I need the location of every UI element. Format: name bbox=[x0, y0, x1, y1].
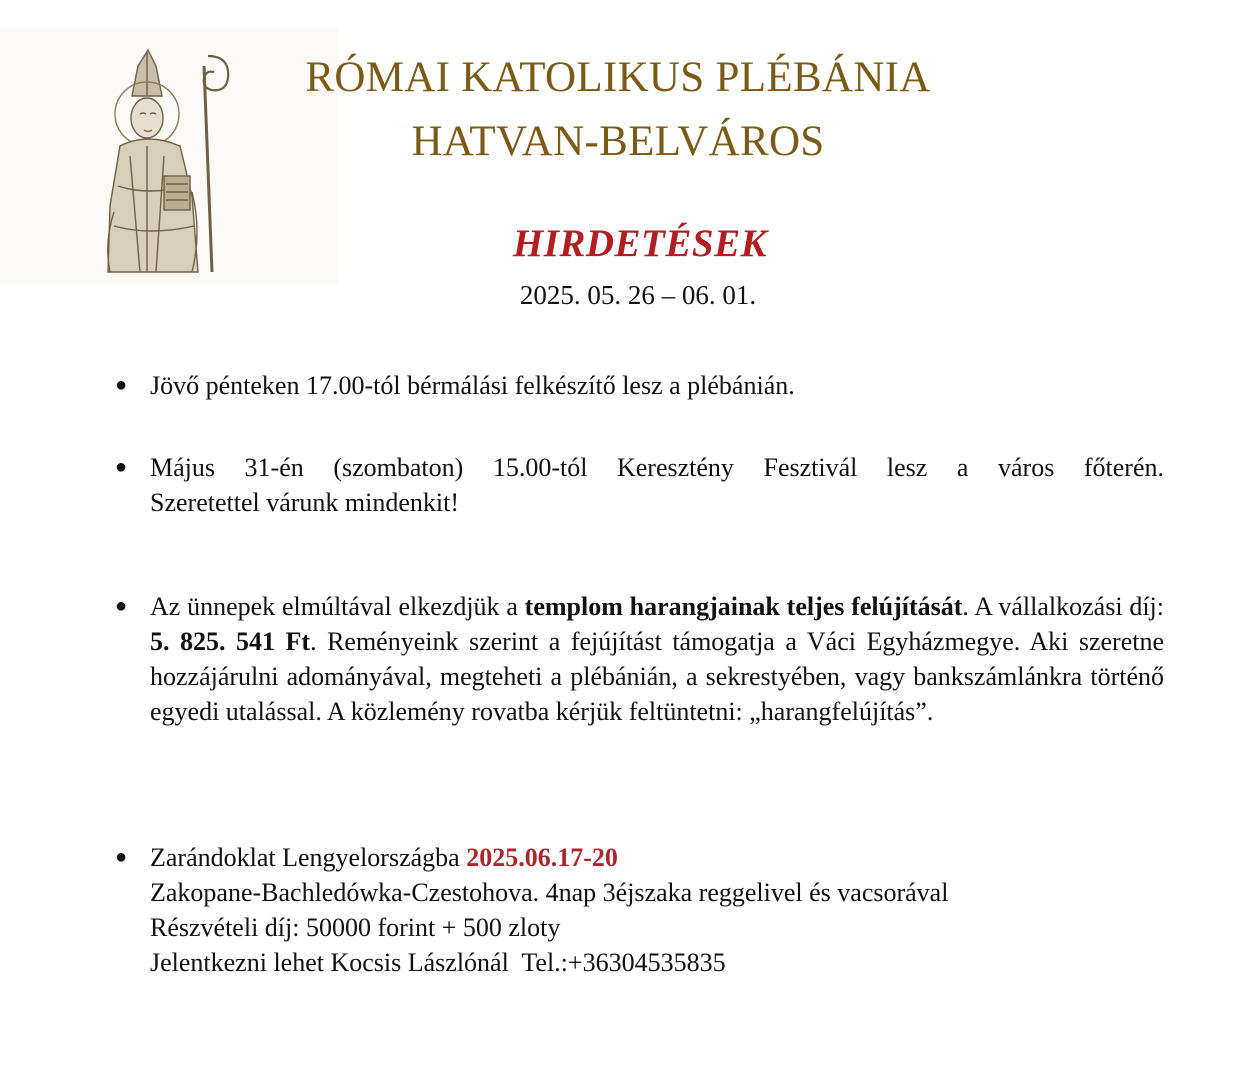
list-item bbox=[115, 840, 1164, 980]
pilgrimage-title bbox=[150, 840, 1164, 875]
text-segment: . A vállalkozási díj: bbox=[962, 592, 1164, 621]
list-item bbox=[115, 450, 1164, 520]
pilgrimage-contact: Jelentkezni lehet Kocsis Lászlónál Tel.:+36304535835 bbox=[150, 948, 726, 977]
bullet-icon: ● bbox=[115, 374, 128, 396]
parish-name-line2: HATVAN-BELVÁROS bbox=[411, 118, 825, 165]
bold-bell-renovation: templom harangjainak teljes felújítását bbox=[524, 592, 963, 621]
announcement-heading: HIRDETÉSEK bbox=[512, 222, 768, 265]
parish-name-line1: RÓMAI KATOLIKUS PLÉBÁNIA bbox=[305, 54, 931, 101]
list-item-text: Jövő pénteken 17.00-tól bérmálási felkészítő lesz a plébánián. bbox=[150, 371, 795, 400]
list-item-text-line1: Május 31-én (szombaton) 15.00-tól Keresztény Fesztivál lesz a város főterén. bbox=[150, 453, 1164, 482]
text-segment: Zarándoklat Lengyelországba bbox=[150, 843, 467, 872]
bullet-icon: ● bbox=[115, 595, 128, 617]
list-item bbox=[115, 368, 1164, 403]
list-item-text bbox=[150, 589, 1164, 729]
bullet-icon: ● bbox=[115, 846, 128, 868]
bullet-icon: ● bbox=[115, 456, 128, 478]
list-item-text-line2: Szeretettel várunk mindenkit! bbox=[150, 488, 460, 517]
text-segment: . Reményeink szerint a fejújítást támogatja a Váci Egyházmegye. Aki szeretne hozzájárulni adományával, megteheti a plébánián, a sekrestyében, vagy bankszámlánkra történő egyedi utalással. A közlemény rovatba kérjük feltüntetni: „harangfelújítás”. bbox=[150, 627, 1164, 726]
pilgrimage-route: Zakopane-Bachledówka-Czestohova. 4nap 3éjszaka reggelivel és vacsorával bbox=[150, 878, 949, 907]
text-segment: Az ünnepek elmúltával elkezdjük a bbox=[150, 592, 525, 621]
list-item bbox=[115, 589, 1164, 729]
announcement-date-range: 2025. 05. 26 – 06. 01. bbox=[519, 280, 757, 310]
pilgrimage-dates: 2025.06.17-20 bbox=[466, 843, 618, 872]
bold-contract-fee: 5. 825. 541 Ft bbox=[150, 627, 311, 656]
pilgrimage-fee: Részvételi díj: 50000 forint + 500 zloty bbox=[150, 913, 561, 942]
